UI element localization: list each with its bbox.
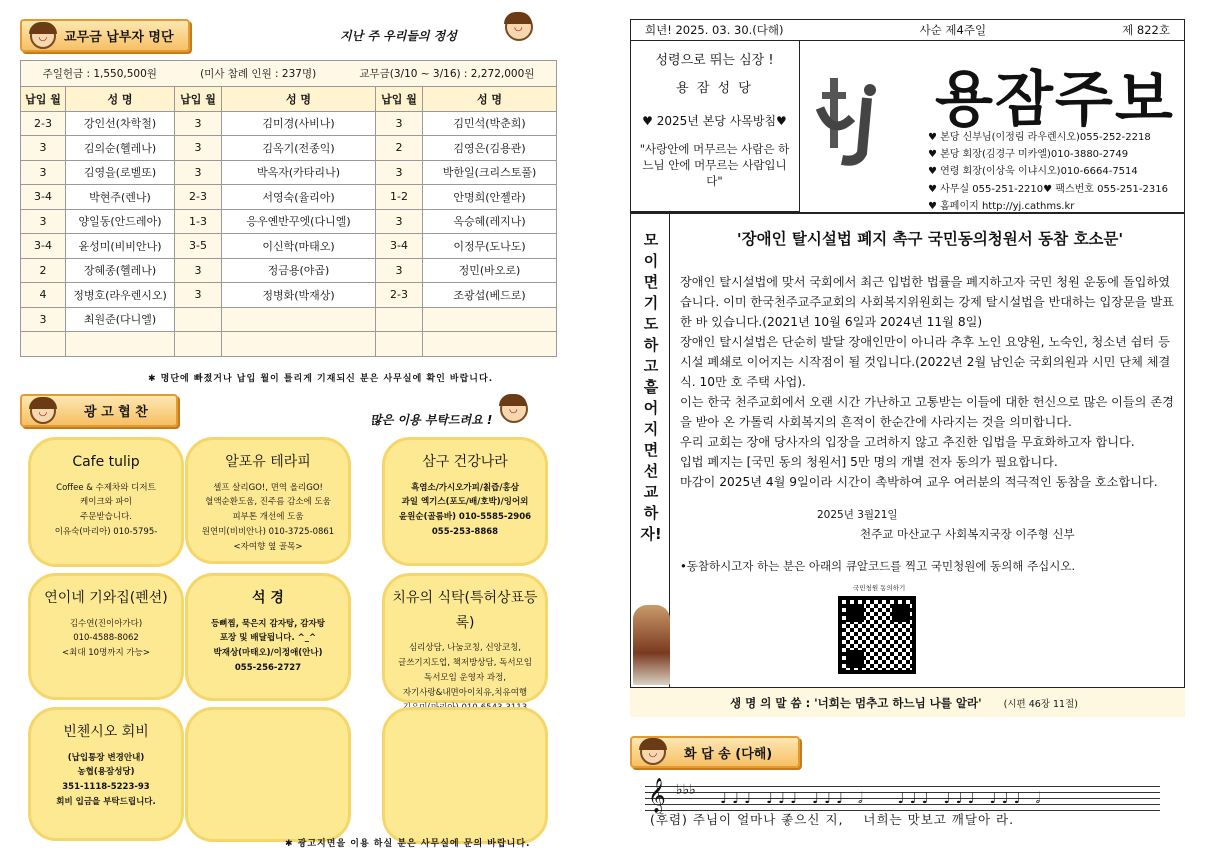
motto-line2: 용 잠 성 당: [676, 81, 753, 96]
article-paragraph: 이는 한국 천주교회에서 오랜 시간 가난하고 고통받는 이들에 대한 헌신으로 많은 이들의 존경을 받아 온 가톨릭 사회복지의 흔적이 한순간에 사라지는 것을 의미합니다.: [680, 395, 1174, 429]
side-vertical-text: 모이면 기도하고 흩어지면 선교하자!: [640, 231, 662, 543]
cross-logo-icon: [812, 68, 892, 168]
contact-elders: ♥ 연령 회장(이상욱 이냐시오)010-6664-7514: [928, 166, 1138, 178]
attendance: (미사 참례 인원 : 237명): [200, 68, 317, 80]
mascot-icon: [30, 23, 56, 49]
table-row: [21, 160, 557, 185]
donor-summary: [20, 60, 557, 86]
article-paragraph: 장애인 탈시설법에 맞서 국회에서 최근 입법한 법률을 폐지하고자 국민 청원 운동에 돌입하였습니다. 이미 한국천주교주교회의 사회복지위원회는 강제 탈시설법을 반대하는 입장문을 발표한 바 있습니다.(2021년 10월 6일과 2024년 11월 8일): [680, 275, 1175, 329]
cell-month: 3: [376, 209, 423, 234]
article-body: [680, 272, 1178, 492]
ad-card: [28, 573, 184, 700]
ad-line: 농협(용잠성당): [77, 767, 135, 778]
cell-name: [423, 332, 557, 357]
ad-line: 351-1118-5223-93: [62, 782, 150, 793]
word-of-life: 생 명 의 말 씀 : '너희는 멈추고 하느님 나를 알라': [730, 695, 982, 710]
cell-month: 2-3: [376, 283, 423, 308]
ad-line: 케이크와 파이: [80, 497, 132, 508]
contact-pastor: ♥ 본당 신부님(이정림 라우렌시오)055-252-2218: [928, 132, 1151, 143]
contacts: [928, 129, 1168, 215]
cell-name: [222, 307, 376, 332]
ad-line: 포장 및 배달됩니다. ^_^: [219, 633, 317, 644]
table-row: [21, 234, 557, 259]
ad-line: 주문받습니다.: [80, 512, 132, 523]
ad-card: [185, 573, 351, 701]
key-signature: ♭♭♭: [676, 782, 696, 798]
cell-name: 박한일(크리스토풀): [423, 160, 557, 185]
cell-name: 정병화(박재상): [222, 283, 376, 308]
mascot-icon: [640, 739, 666, 765]
col-name: 성 명: [66, 87, 175, 112]
ad-line: 이유숙(마리아) 010-5795-: [54, 527, 158, 538]
cell-name: 김영을(로벨또): [66, 160, 175, 185]
ad-line: 김수연(진이아가다): [69, 618, 143, 629]
cell-month: [376, 307, 423, 332]
top-bar: [630, 19, 1185, 41]
cell-name: 이신학(마태오): [222, 234, 376, 259]
table-row: [21, 258, 557, 283]
ad-title: 석 경: [252, 590, 284, 606]
cell-month: [21, 332, 66, 357]
cell-name: 장혜종(헬레나): [66, 258, 175, 283]
cell-month: [175, 332, 222, 357]
ad-line: 혈액순환도움, 진주름 감소에 도움: [205, 497, 331, 508]
word-reference: (시편 46장 11절): [1003, 698, 1078, 710]
table-row: [21, 307, 557, 332]
ad-line: 심리상담, 나눔코칭, 신앙코칭,: [408, 643, 522, 653]
ad-card: [382, 437, 548, 566]
table-row: [21, 283, 557, 308]
ad-line: 박재상(마태오)/이정애(안나): [213, 648, 323, 659]
cell-month: 3: [175, 160, 222, 185]
cell-name: 강인선(차학철): [66, 111, 175, 136]
cell-name: 김영은(김용관): [423, 136, 557, 161]
policy-quote: "사랑안에 머무르는 사람은 하느님 안에 머무르는 사람입니다": [639, 142, 790, 188]
ad-title: 연이네 기와집(펜션): [44, 590, 168, 606]
hymn-header-label: 화 답 송 (다해): [684, 746, 773, 762]
ad-line: 과일 엑기스(포도/배/호박)/잉어외: [401, 497, 529, 508]
parish-logo: [812, 68, 892, 168]
cell-name: 김미경(사비나): [222, 111, 376, 136]
ad-line: 원연미(비비안나) 010-3725-0861: [201, 527, 335, 538]
ad-line: 흑염소/가시오가피/칡즙/홍삼: [411, 482, 519, 493]
donors-header: [20, 19, 190, 52]
contact-office: ♥ 사무실 055-251-2210♥ 팩스번호 055-251-2316: [928, 183, 1168, 195]
mascot-icon: [505, 13, 537, 49]
ad-line: 055-256-2727: [234, 663, 302, 674]
article-paragraph: 우리 교회는 장애 당사자의 입장을 고려하지 않고 추진한 입법을 무효화하고자 합니다.: [680, 435, 1135, 449]
cell-month: 4: [21, 283, 66, 308]
ad-line: 윤원순(골롬바) 010-5585-2906: [398, 512, 532, 523]
ad-line: 피부톤 개선에 도움: [232, 512, 304, 523]
cell-name: 정민(바오로): [423, 258, 557, 283]
hymn-lyrics: (후렴) 주님이 얼마나 좋으신 지, 너희는 맛보고 깨달아 라.: [650, 812, 1015, 827]
ad-card: [185, 707, 351, 842]
ad-title: 치유의 식탁(특허상표등록): [392, 590, 538, 631]
cell-name: 응우옌반꾸엣(다니엘): [222, 209, 376, 234]
cell-month: 3: [175, 136, 222, 161]
ad-line: (납입통장 변경안내): [67, 752, 145, 763]
article-author: 천주교 마산교구 사회복지국장 이주형 신부: [860, 527, 1075, 541]
cell-name: 김민석(박춘희): [423, 111, 557, 136]
cell-month: 3: [21, 160, 66, 185]
table-row: [21, 136, 557, 161]
cell-month: 2-3: [175, 185, 222, 210]
qr-instruction: •동참하시고자 하는 분은 아래의 큐알코드를 찍고 국민청원에 동의해 주십시오.: [680, 559, 1076, 573]
ad-line: <최대 10명까지 가능>: [62, 648, 150, 659]
header-divider: [630, 212, 1185, 214]
cell-month: 1-3: [175, 209, 222, 234]
mascot-icon: [30, 398, 56, 424]
cell-name: 옥승혜(레지나): [423, 209, 557, 234]
cell-month: 2: [376, 136, 423, 161]
motto-line1: 성령으로 뛰는 심장 !: [655, 53, 774, 68]
ad-card: [185, 437, 351, 564]
cell-month: 3: [376, 111, 423, 136]
cell-month: 3: [175, 111, 222, 136]
mascot-icon: [500, 395, 536, 426]
cell-month: [175, 307, 222, 332]
article-date: 2025년 3월21일: [817, 509, 898, 521]
cell-month: 3: [21, 307, 66, 332]
ad-card: [28, 707, 184, 841]
ad-card: [382, 707, 548, 844]
cell-month: 3-4: [21, 185, 66, 210]
cell-month: [376, 332, 423, 357]
donors-header-label: 교무금 납부자 명단: [64, 30, 174, 45]
weekly-offering: 주일헌금 : 1,550,500원: [42, 68, 157, 80]
ad-line: 055-253-8868: [431, 527, 499, 538]
qr-code[interactable]: [838, 596, 916, 674]
word-of-life-bar: [630, 687, 1185, 717]
cell-month: 2-3: [21, 111, 66, 136]
article-paragraph: 마감이 2025년 4월 9일이라 시간이 촉박하여 교우 여러분의 적극적인 동참을 호소합니다.: [680, 475, 1158, 489]
cell-name: 이정무(도나도): [423, 234, 557, 259]
cell-month: 3-4: [21, 234, 66, 259]
jesus-image: [633, 605, 670, 685]
col-name: 성 명: [423, 87, 557, 112]
ad-line: <자여향 옆 골목>: [233, 542, 303, 552]
ad-title: 빈첸시오 회비: [63, 724, 149, 740]
cell-month: 1-2: [376, 185, 423, 210]
cell-name: [423, 307, 557, 332]
contact-president: ♥ 본당 회장(김경구 미카엘)010-3880-2749: [928, 149, 1129, 161]
cell-month: 3-5: [175, 234, 222, 259]
col-month: 납입 월: [21, 87, 66, 112]
ad-line: 회비 입금을 부탁드립니다.: [56, 797, 156, 808]
music-notes: ♩♩♩ ♩♩♩ ♩♩♩ 𝅗𝅥 ♩♩♩ ♩♩♩ ♩♩♩ 𝅗𝅥: [720, 789, 1046, 807]
table-row: [21, 209, 557, 234]
ads-footnote: ✱ 광고지면을 이용 하실 분은 사무실에 문의 바랍니다.: [285, 839, 531, 849]
ad-card: [382, 573, 548, 703]
dues-total: 교무금(3/10 ~ 3/16) : 2,272,000원: [359, 68, 535, 80]
ad-title: Cafe tulip: [72, 454, 140, 470]
col-month: 납입 월: [175, 87, 222, 112]
cell-name: 김옥기(전종익): [222, 136, 376, 161]
cell-name: 최원준(다니엘): [66, 307, 175, 332]
cell-name: 정금용(야곱): [222, 258, 376, 283]
pastoral-policy: ♥ 2025년 본당 사목방침♥: [642, 114, 787, 128]
ad-line: 등뼈찜, 묵은지 감자탕, 감자탕: [211, 618, 325, 629]
cell-name: 안명희(안젤라): [423, 185, 557, 210]
ad-line: 글쓰기지도업, 책저방상담, 독서모임: [398, 657, 532, 668]
offering-note: 지난 주 우리들의 정성: [340, 29, 457, 43]
masthead-title: 용잠주보: [935, 65, 1175, 135]
cell-month: 3-4: [376, 234, 423, 259]
cell-name: [66, 332, 175, 357]
motto-box: [630, 41, 800, 212]
table-row: [21, 332, 557, 357]
article-paragraph: 입법 폐지는 [국민 동의 청원서] 5만 명의 개별 전자 동의가 필요합니다.: [680, 455, 1058, 469]
cell-name: [222, 332, 376, 357]
ad-line: 자기사랑&내면아이치유,치유여행: [402, 687, 528, 698]
donor-table: [20, 86, 557, 357]
ad-line: Coffee & 수제차와 디저트: [56, 482, 156, 493]
cell-name: 윤성미(비비안나): [66, 234, 175, 259]
ads-header-label: 광 고 협 찬: [84, 405, 148, 420]
issue-number: 제 822호: [1122, 22, 1170, 37]
cell-month: 3: [21, 209, 66, 234]
cell-month: 3: [376, 258, 423, 283]
table-row: [21, 185, 557, 210]
cell-month: 3: [175, 258, 222, 283]
cell-name: 서영숙(율리아): [222, 185, 376, 210]
ad-title: 삼구 건강나라: [422, 454, 508, 470]
cell-month: 2: [21, 258, 66, 283]
col-name: 성 명: [222, 87, 376, 112]
ads-header: [20, 394, 178, 427]
ad-title: 알포유 테라피: [225, 454, 311, 470]
table-header-row: [21, 87, 557, 112]
ads-note: 많은 이용 부탁드려요 !: [370, 413, 493, 427]
cell-month: 3: [21, 136, 66, 161]
article-paragraph: 장애인 탈시설법은 단순히 발달 장애인만이 아니라 추후 노인 요양원, 노숙인, 청소년 쉼터 등 시설 폐쇄로 이어지는 시작점이 될 것입니다.(2022년 2월 남인순 국회의원과 시민 단체 체결식. 10만 호 주택 사업).: [680, 335, 1171, 389]
cell-name: 조광섭(베드로): [423, 283, 557, 308]
cell-name: 양일동(안드레아): [66, 209, 175, 234]
cell-month: 3: [175, 283, 222, 308]
cell-name: 박현주(렌나): [66, 185, 175, 210]
donor-footnote: ✱ 명단에 빠졌거나 납입 월이 틀리게 기재되신 분은 사무실에 확인 바랍니다.: [148, 374, 494, 384]
issue-date: 희년! 2025. 03. 30.(다해): [645, 22, 784, 37]
ad-line: 셀프 살리GO!, 면역 올리GO!: [213, 482, 323, 493]
ad-card: [28, 437, 184, 567]
ad-line: 010-4588-8062: [73, 633, 139, 644]
table-row: [21, 111, 557, 136]
cell-name: 박옥자(카타리나): [222, 160, 376, 185]
cell-name: 정병호(라우렌시오): [66, 283, 175, 308]
article-title: '장애인 탈시설법 폐지 촉구 국민동의청원서 동참 호소문': [736, 230, 1124, 248]
treble-clef-icon: 𝄞: [648, 778, 666, 813]
ad-line: 독서모임 운영자 과정,: [423, 672, 506, 683]
cell-name: 김의순(헬레나): [66, 136, 175, 161]
cell-month: 3: [376, 160, 423, 185]
hymn-header: [630, 736, 800, 768]
contact-homepage[interactable]: ♥ 홈페이지 http://yj.cathms.kr: [928, 200, 1075, 212]
col-month: 납입 월: [376, 87, 423, 112]
liturgical-season: 사순 제4주일: [919, 22, 987, 37]
qr-label: 국민청원 동의하기: [853, 584, 906, 592]
